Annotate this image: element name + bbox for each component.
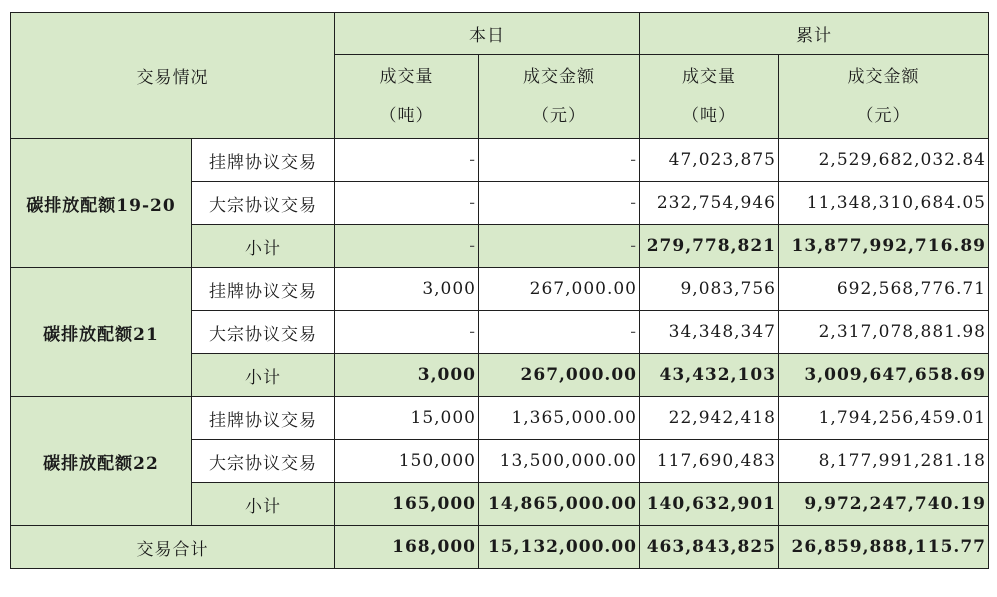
amount-unit: （元） bbox=[532, 105, 586, 126]
cumulative-volume: 140,632,901 bbox=[640, 483, 779, 526]
cumulative-amount-header bbox=[779, 55, 989, 139]
volume-unit: （吨） bbox=[379, 105, 434, 126]
table-row bbox=[11, 139, 989, 182]
row-label-header: 交易情况 bbox=[11, 13, 335, 139]
trade-type: 挂牌协议交易 bbox=[192, 268, 335, 311]
today-volume: 150,000 bbox=[335, 440, 479, 483]
today-amount: 1,365,000.00 bbox=[479, 397, 640, 440]
cumulative-volume-header bbox=[640, 55, 779, 139]
total-cumulative-volume: 463,843,825 bbox=[640, 526, 779, 569]
today-amount: - bbox=[479, 182, 640, 225]
group-label: 碳排放配额19-20 bbox=[11, 139, 192, 268]
today-volume: - bbox=[335, 139, 479, 182]
cumulative-volume: 47,023,875 bbox=[640, 139, 779, 182]
cumulative-volume: 279,778,821 bbox=[640, 225, 779, 268]
today-amount: 267,000.00 bbox=[479, 354, 640, 397]
cumulative-amount: 11,348,310,684.05 bbox=[779, 182, 989, 225]
table-row bbox=[11, 268, 989, 311]
trade-type: 大宗协议交易 bbox=[192, 440, 335, 483]
cumulative-amount: 692,568,776.71 bbox=[779, 268, 989, 311]
total-label: 交易合计 bbox=[11, 526, 335, 569]
trade-summary-table bbox=[10, 12, 989, 569]
cumulative-volume: 22,942,418 bbox=[640, 397, 779, 440]
today-header: 本日 bbox=[335, 13, 640, 55]
today-amount-header bbox=[479, 55, 640, 139]
today-volume-header bbox=[335, 55, 479, 139]
cumulative-amount: 3,009,647,658.69 bbox=[779, 354, 989, 397]
amount-label: 成交金额 bbox=[847, 66, 920, 87]
today-volume: 165,000 bbox=[335, 483, 479, 526]
trade-type: 大宗协议交易 bbox=[192, 311, 335, 354]
total-row bbox=[11, 526, 989, 569]
cumulative-header: 累计 bbox=[640, 13, 989, 55]
today-amount: 14,865,000.00 bbox=[479, 483, 640, 526]
today-amount: 13,500,000.00 bbox=[479, 440, 640, 483]
cumulative-volume: 34,348,347 bbox=[640, 311, 779, 354]
total-today-volume: 168,000 bbox=[335, 526, 479, 569]
cumulative-amount: 9,972,247,740.19 bbox=[779, 483, 989, 526]
today-volume: 3,000 bbox=[335, 268, 479, 311]
today-amount: - bbox=[479, 225, 640, 268]
group-label: 碳排放配额22 bbox=[11, 397, 192, 526]
total-today-amount: 15,132,000.00 bbox=[479, 526, 640, 569]
volume-unit: （吨） bbox=[682, 105, 736, 126]
today-volume: 15,000 bbox=[335, 397, 479, 440]
trade-type: 大宗协议交易 bbox=[192, 182, 335, 225]
subtotal-label: 小计 bbox=[192, 354, 335, 397]
cumulative-amount: 13,877,992,716.89 bbox=[779, 225, 989, 268]
amount-label: 成交金额 bbox=[523, 66, 595, 87]
volume-label: 成交量 bbox=[379, 66, 434, 87]
cumulative-volume: 232,754,946 bbox=[640, 182, 779, 225]
subtotal-label: 小计 bbox=[192, 483, 335, 526]
subtotal-label: 小计 bbox=[192, 225, 335, 268]
cumulative-amount: 8,177,991,281.18 bbox=[779, 440, 989, 483]
trade-type: 挂牌协议交易 bbox=[192, 397, 335, 440]
cumulative-volume: 43,432,103 bbox=[640, 354, 779, 397]
cumulative-amount: 1,794,256,459.01 bbox=[779, 397, 989, 440]
volume-label: 成交量 bbox=[682, 66, 736, 87]
amount-unit: （元） bbox=[856, 105, 911, 126]
today-amount: - bbox=[479, 311, 640, 354]
today-volume: - bbox=[335, 225, 479, 268]
today-volume: - bbox=[335, 311, 479, 354]
today-amount: 267,000.00 bbox=[479, 268, 640, 311]
table-row bbox=[11, 397, 989, 440]
trade-type: 挂牌协议交易 bbox=[192, 139, 335, 182]
today-volume: 3,000 bbox=[335, 354, 479, 397]
today-amount: - bbox=[479, 139, 640, 182]
cumulative-amount: 2,529,682,032.84 bbox=[779, 139, 989, 182]
cumulative-amount: 2,317,078,881.98 bbox=[779, 311, 989, 354]
total-cumulative-amount: 26,859,888,115.77 bbox=[779, 526, 989, 569]
group-label: 碳排放配额21 bbox=[11, 268, 192, 397]
cumulative-volume: 9,083,756 bbox=[640, 268, 779, 311]
cumulative-volume: 117,690,483 bbox=[640, 440, 779, 483]
today-volume: - bbox=[335, 182, 479, 225]
